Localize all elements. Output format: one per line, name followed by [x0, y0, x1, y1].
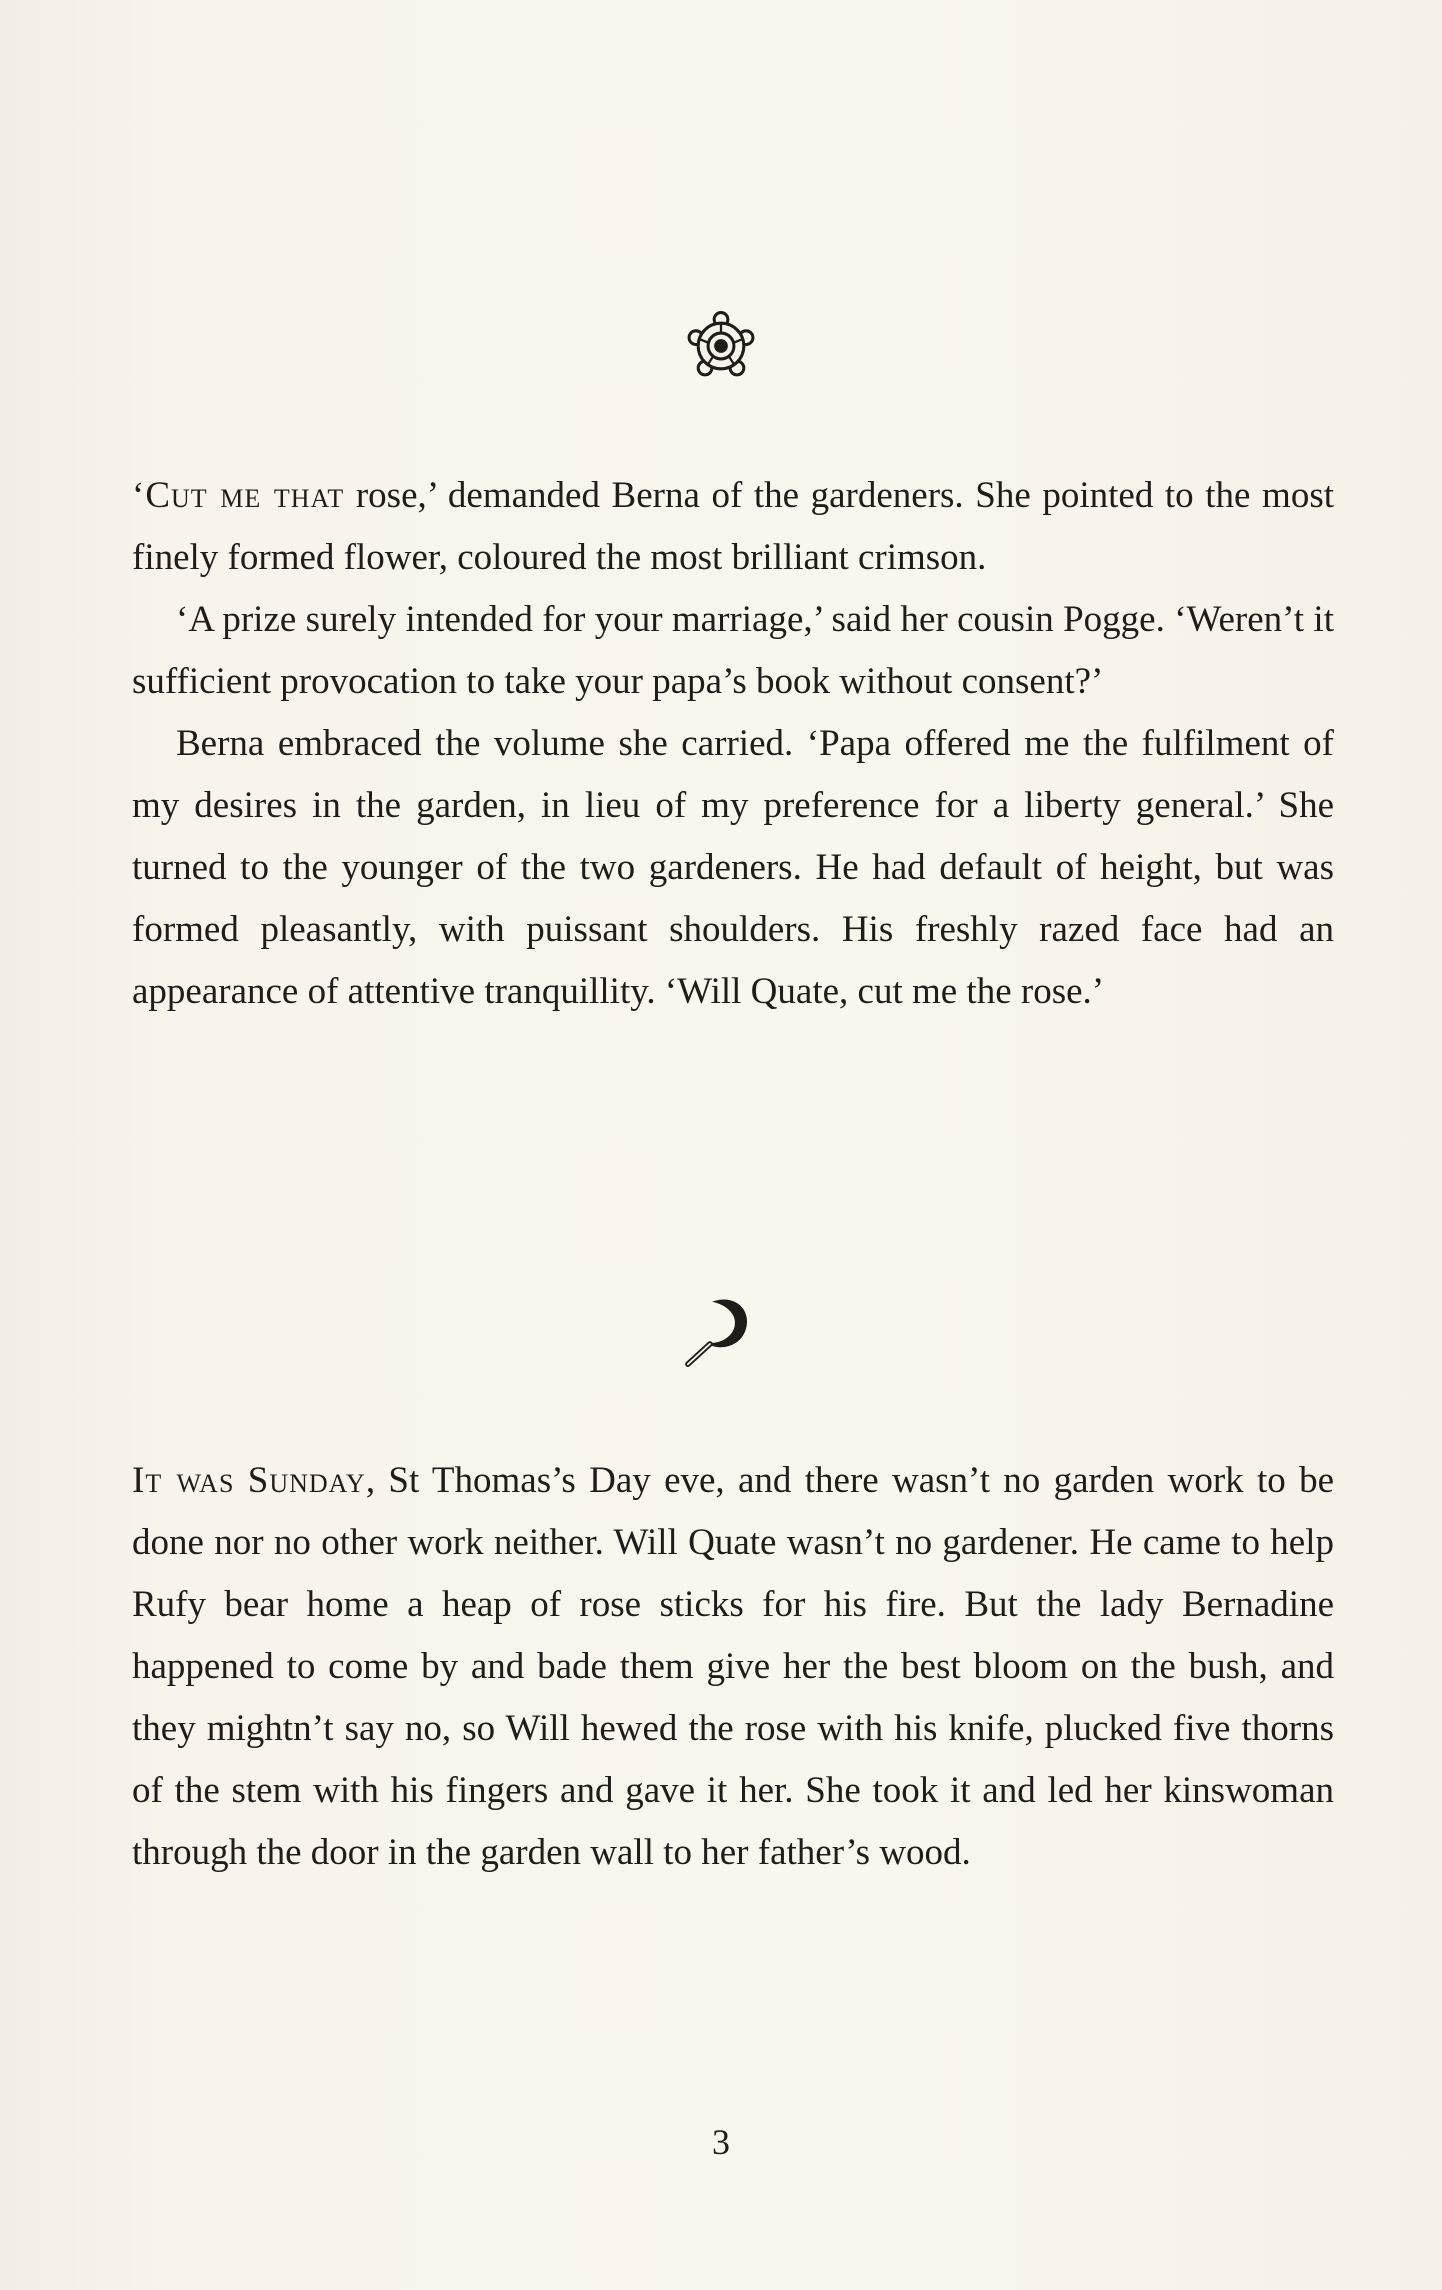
paragraph-2: ‘A prize surely intended for your marriage,’ said her cousin Pogge. ‘Weren’t it sufficient provocation to take your papa’s book without consent?’ — [132, 599, 1334, 702]
section-one — [132, 465, 1334, 1023]
opening-small-caps: ‘Cut me that — [132, 475, 345, 516]
sickle-icon — [675, 1292, 767, 1372]
paragraph-4-text: , St Thomas’s Day eve, and there wasn’t no garden work to be done nor no other work neither. Will Quate wasn’t no gardener. He came to help Rufy bear home a heap of rose sticks for his fire. But the lady Bernadine happened to come by and bade them give her the best bloom on the bush, and they mightn’t say no, so Will hewed the rose with his knife, plucked five thorns of the stem with his fingers and gave it her. She took it and led her kinswoman through the door in the garden wall to her father’s wood. — [132, 1460, 1334, 1873]
paragraph-4 — [132, 1450, 1334, 1884]
opening-small-caps-1: It was — [132, 1460, 235, 1501]
rose-icon — [683, 308, 759, 384]
opening-small-caps-2: Sunday — [247, 1460, 366, 1501]
page-number: 3 — [712, 2122, 730, 2162]
paragraph-3: Berna embraced the volume she carried. ‘Papa offered me the fulfilment of my desires in the garden, in lieu of my preference for a liberty general.’ She turned to the younger of the two gardeners. He had default of height, but was formed pleasantly, with puissant shoulders. His freshly razed face had an appearance of attentive tranquillity. ‘Will Quate, cut me the rose.’ — [132, 723, 1334, 1012]
paragraph-1-text: rose,’ demanded Berna of the gardeners. She pointed to the most finely formed flower, coloured the most brilliant crimson. — [132, 475, 1335, 578]
section-two — [132, 1450, 1334, 1884]
opening-gap — [234, 1460, 247, 1501]
paragraph-1 — [132, 465, 1334, 589]
